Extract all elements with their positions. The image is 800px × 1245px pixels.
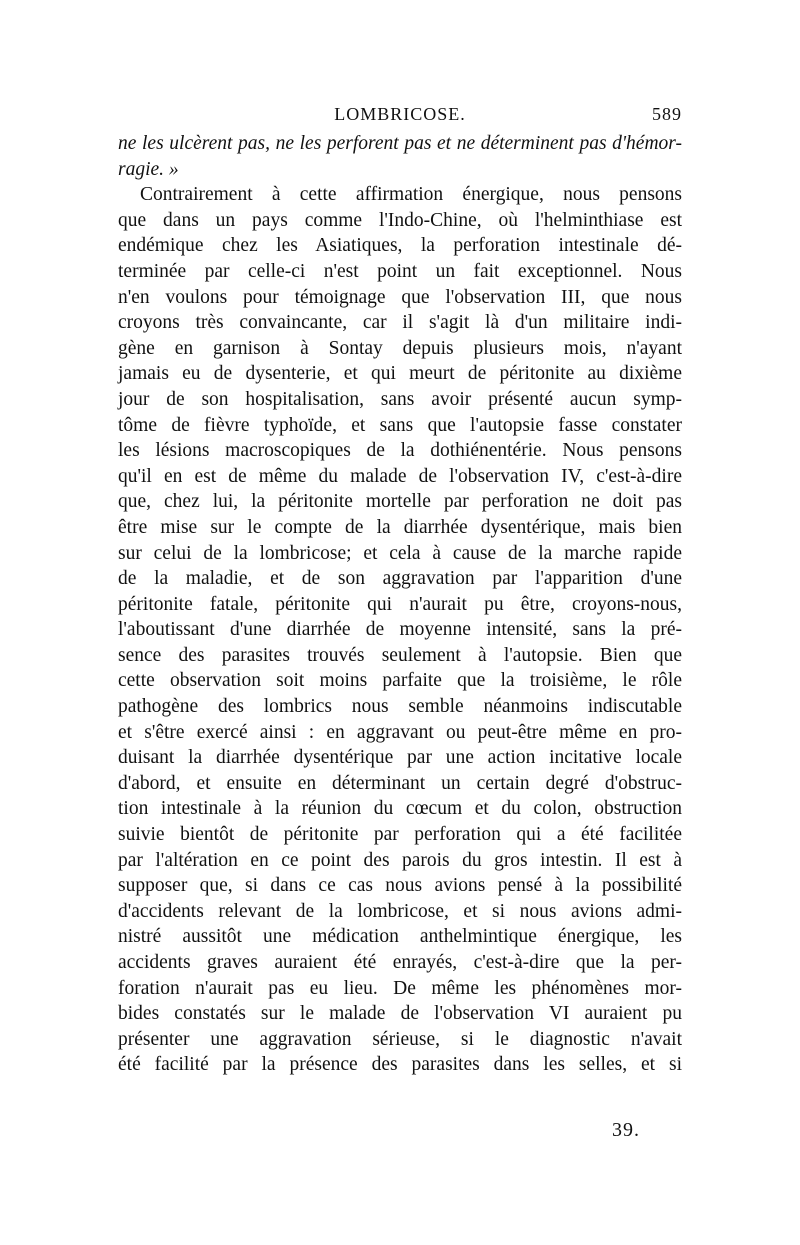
paragraph-first-line: Contrairement à cette affirmation énergique, nous pensons	[140, 184, 682, 206]
text-line: sur celui de la lombricose; et cela à cause de la marche rapide	[118, 542, 682, 564]
text-line: sence des parasites trouvés seulement à l'autopsie. Bien que	[118, 644, 682, 666]
text-line: qu'il en est de même du malade de l'observation IV, c'est-à-dire	[118, 465, 682, 487]
text-line: n'en voulons pour témoignage que l'observation III, que nous	[118, 286, 682, 308]
text-line: jamais eu de dysenterie, et qui meurt de péritonite au dixième	[118, 363, 682, 385]
text-line: présenter une aggravation sérieuse, si le diagnostic n'avait	[118, 1028, 682, 1050]
text-line: d'abord, et ensuite en déterminant un certain degré d'obstruc-	[118, 772, 682, 794]
text-line: été facilité par la présence des parasites dans les selles, et si	[118, 1054, 682, 1076]
text-line: gène en garnison à Sontay depuis plusieurs mois, n'ayant	[118, 337, 682, 359]
text-line: terminée par celle-ci n'est point un fait exceptionnel. Nous	[118, 260, 682, 282]
page-number: 589	[652, 104, 682, 124]
text-line: suivie bientôt de péritonite par perforation qui a été facilitée	[118, 824, 682, 846]
text-line: bides constatés sur le malade de l'observation VI auraient pu	[118, 1003, 682, 1025]
text-line: supposer que, si dans ce cas nous avions pensé à la possibilité	[118, 875, 682, 897]
text-line: cette observation soit moins parfaite que la troisième, le rôle	[118, 670, 682, 692]
text-line: tion intestinale à la réunion du cœcum et du colon, obstruction	[118, 798, 682, 820]
text-line: l'aboutissant d'une diarrhée de moyenne intensité, sans la pré-	[118, 619, 682, 641]
running-title: LOMBRICOSE.	[334, 104, 466, 124]
text-line: les lésions macroscopiques de la dothiénentérie. Nous pensons	[118, 440, 682, 462]
body-text	[118, 131, 682, 1078]
text-line: duisant la diarrhée dysentérique par une action incitative locale	[118, 747, 682, 769]
text-line: de la maladie, et de son aggravation par l'apparition d'une	[118, 568, 682, 590]
running-head	[118, 104, 682, 128]
text-line: ragie. »	[118, 158, 179, 180]
text-line: et s'être exercé ainsi : en aggravant ou peut-être même en pro-	[118, 721, 682, 743]
text-line: tôme de fièvre typhoïde, et sans que l'autopsie fasse constater	[118, 414, 682, 436]
text-line: jour de son hospitalisation, sans avoir présenté aucun symp-	[118, 388, 682, 410]
text-line: péritonite fatale, péritonite qui n'aurait pu être, croyons-nous,	[118, 593, 682, 615]
text-line: ne les ulcèrent pas, ne les perforent pas et ne déterminent pas d'hémor-	[118, 133, 682, 154]
text-line: être mise sur le compte de la diarrhée dysentérique, mais bien	[118, 516, 682, 538]
text-line: accidents graves auraient été enrayés, c'est-à-dire que la per-	[118, 952, 682, 973]
text-line: que, chez lui, la péritonite mortelle par perforation ne doit pas	[118, 491, 682, 513]
signature-mark: 39.	[612, 1119, 640, 1141]
text-line: d'accidents relevant de la lombricose, et si nous avions admi-	[118, 900, 682, 922]
text-line: croyons très convaincante, car il s'agit là d'un militaire indi-	[118, 312, 682, 334]
text-line: par l'altération en ce point des parois du gros intestin. Il est à	[118, 849, 682, 871]
text-line: nistré aussitôt une médication anthelmintique énergique, les	[118, 926, 682, 948]
text-line: pathogène des lombrics nous semble néanmoins indiscutable	[118, 696, 682, 718]
text-line: endémique chez les Asiatiques, la perforation intestinale dé-	[118, 235, 682, 257]
text-line: foration n'aurait pas eu lieu. De même les phénomènes mor-	[118, 977, 682, 999]
text-line: que dans un pays comme l'Indo-Chine, où l'helminthiase est	[118, 209, 682, 231]
